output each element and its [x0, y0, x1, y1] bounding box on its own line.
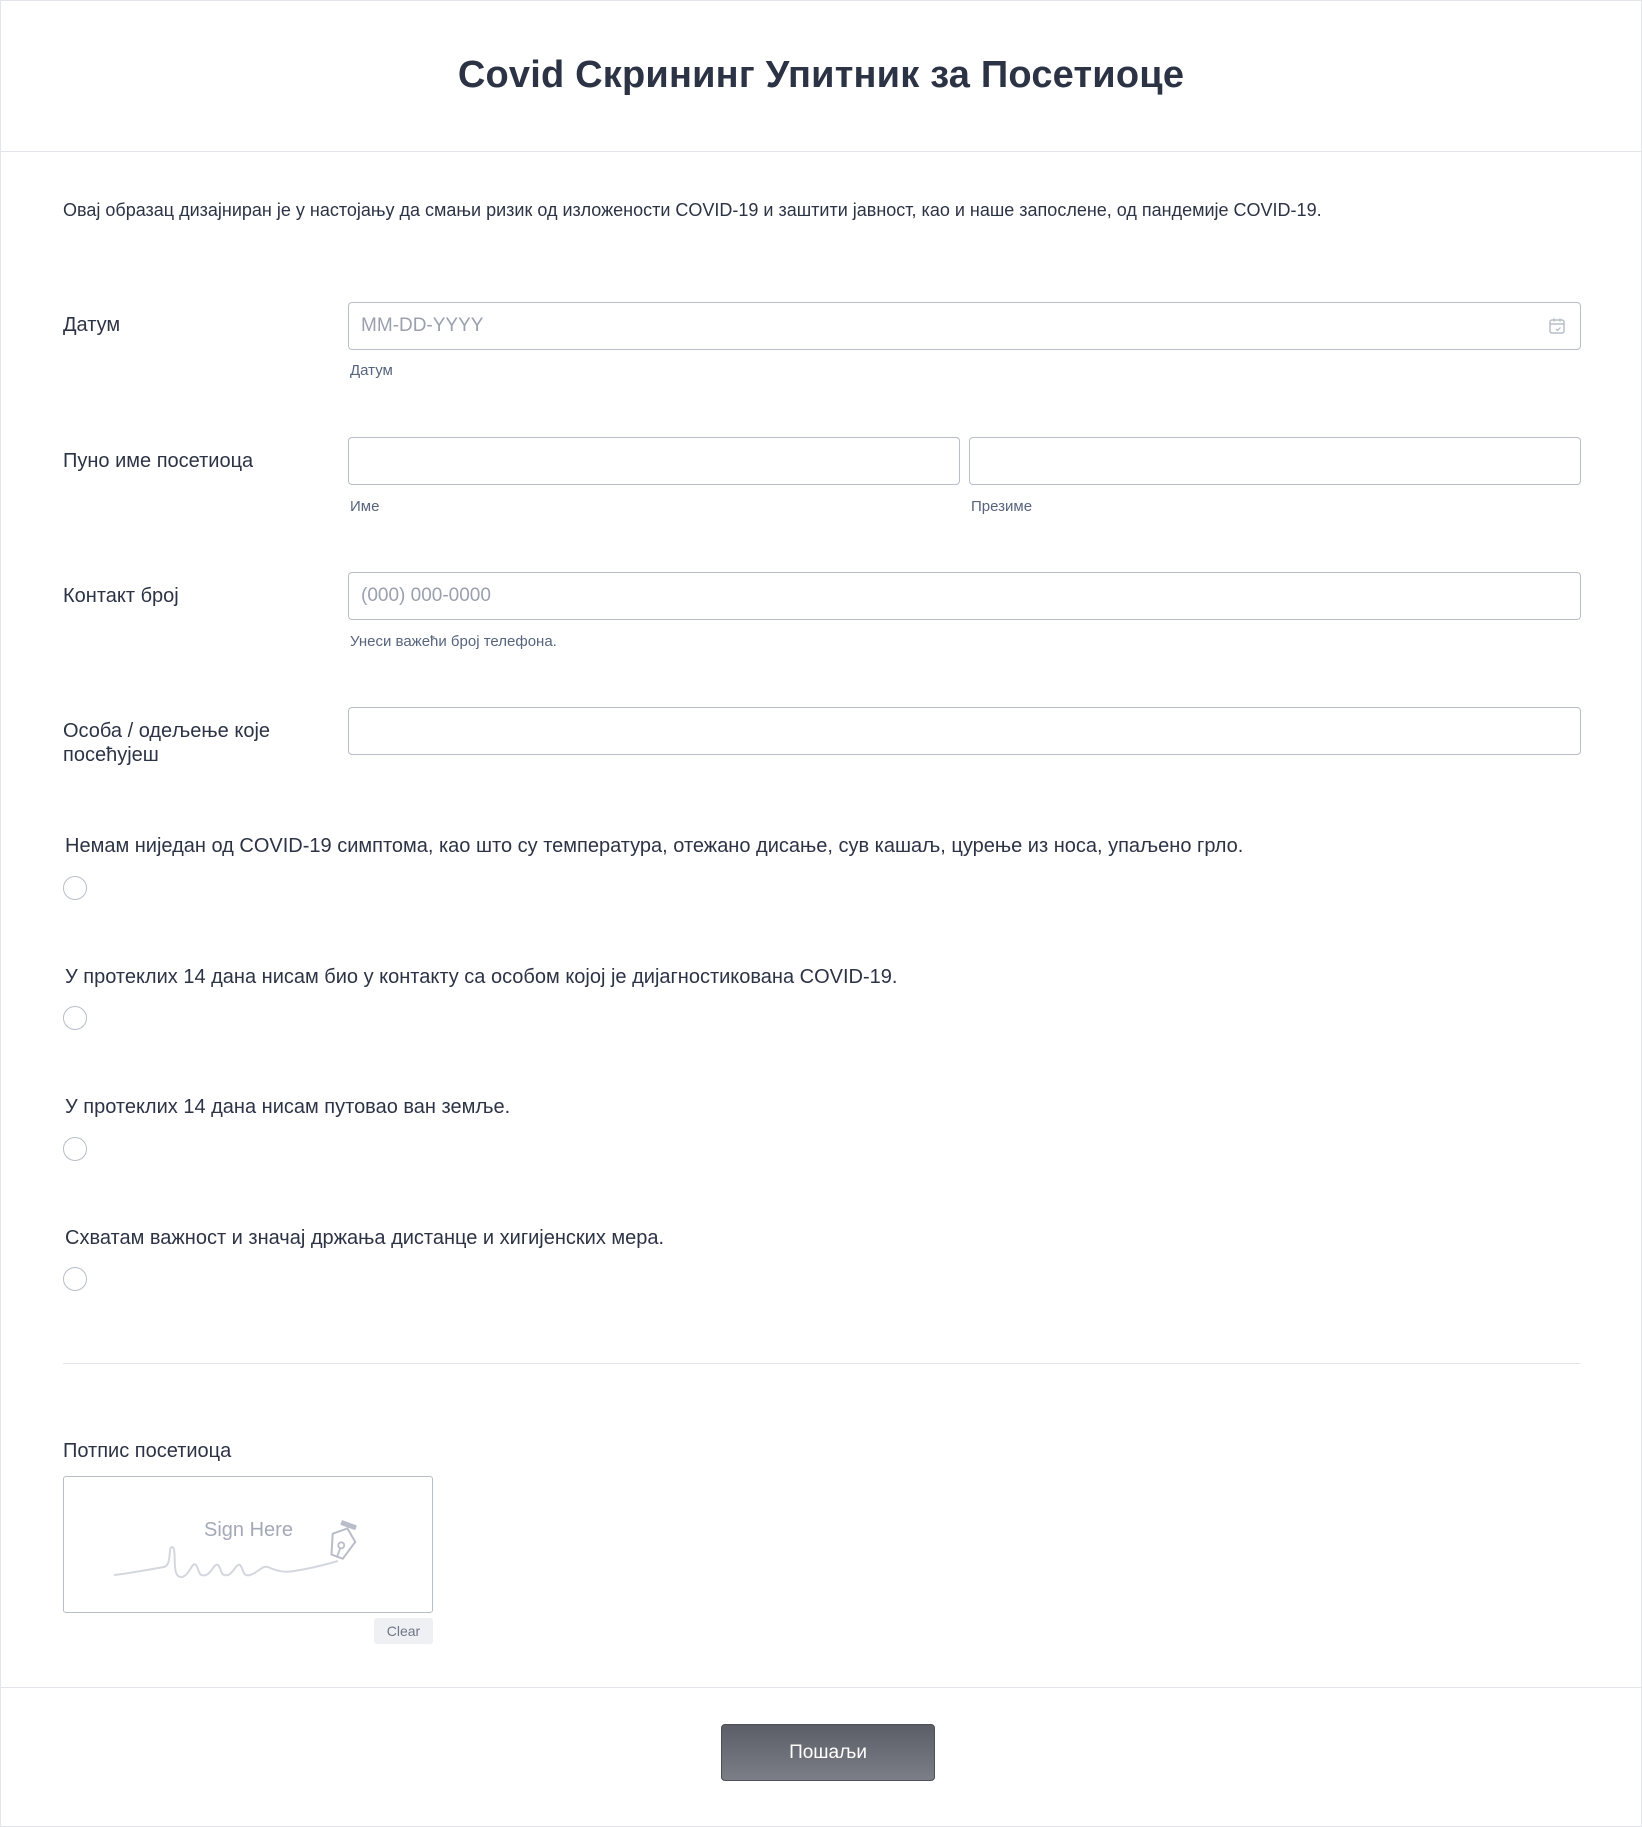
question-travel: У протеклих 14 дана нисам путовао ван земље. [65, 1096, 511, 1118]
visiting-label-line2: посећујеш [63, 744, 159, 766]
name-label: Пуно име посетиоца [63, 450, 254, 472]
question-contact: У протеклих 14 дана нисам био у контакту са особом којој је дијагностикована COVID-19. [65, 966, 898, 988]
first-name-input[interactable] [348, 437, 960, 485]
visiting-label [63, 719, 270, 767]
sign-here-placeholder: Sign Here [204, 1519, 293, 1541]
signature-label: Потпис посетиоца [63, 1440, 232, 1462]
phone-label: Контакт број [63, 585, 179, 607]
radio-symptoms[interactable] [63, 876, 87, 900]
last-name-input[interactable] [969, 437, 1581, 485]
intro-text: Овај образац дизајниран је у настојању да смањи ризик од изложености COVID-19 и заштити јавност, као и наше запослене, од пандемије COVID-19. [63, 200, 1322, 220]
calendar-icon[interactable] [1548, 317, 1566, 335]
signature-scribble-icon [112, 1517, 402, 1587]
first-name-sublabel: Име [350, 498, 380, 515]
date-placeholder: MM-DD-YYYY [361, 315, 484, 336]
visiting-input[interactable] [348, 707, 1581, 755]
date-label: Датум [63, 314, 121, 336]
phone-sublabel: Унеси важећи број телефона. [350, 633, 557, 650]
visiting-label-line1: Особа / одељење које [63, 720, 271, 742]
question-hygiene: Схватам важност и значај држања дистанце и хигијенских мера. [65, 1227, 665, 1249]
form-header [1, 1, 1641, 152]
date-input[interactable] [348, 302, 1581, 350]
radio-travel[interactable] [63, 1137, 87, 1161]
clear-signature-button[interactable]: Clear [374, 1618, 433, 1644]
date-sublabel: Датум [350, 362, 393, 379]
question-symptoms: Немам ниједан од COVID-19 симптома, као што су температура, отежано дисање, сув кашаљ, цурење из носа, упаљено грло. [65, 835, 1244, 857]
phone-input[interactable] [348, 572, 1581, 620]
submit-button[interactable]: Пошаљи [721, 1724, 935, 1781]
page-title: Covid Скрининг Упитник за Посетиоце [457, 53, 1185, 96]
signature-pad[interactable] [63, 1476, 433, 1613]
phone-placeholder: (000) 000-0000 [361, 585, 491, 606]
radio-contact[interactable] [63, 1006, 87, 1030]
last-name-sublabel: Презиме [971, 498, 1033, 515]
section-divider [63, 1363, 1581, 1364]
radio-hygiene[interactable] [63, 1267, 87, 1291]
footer-divider [1, 1687, 1641, 1688]
